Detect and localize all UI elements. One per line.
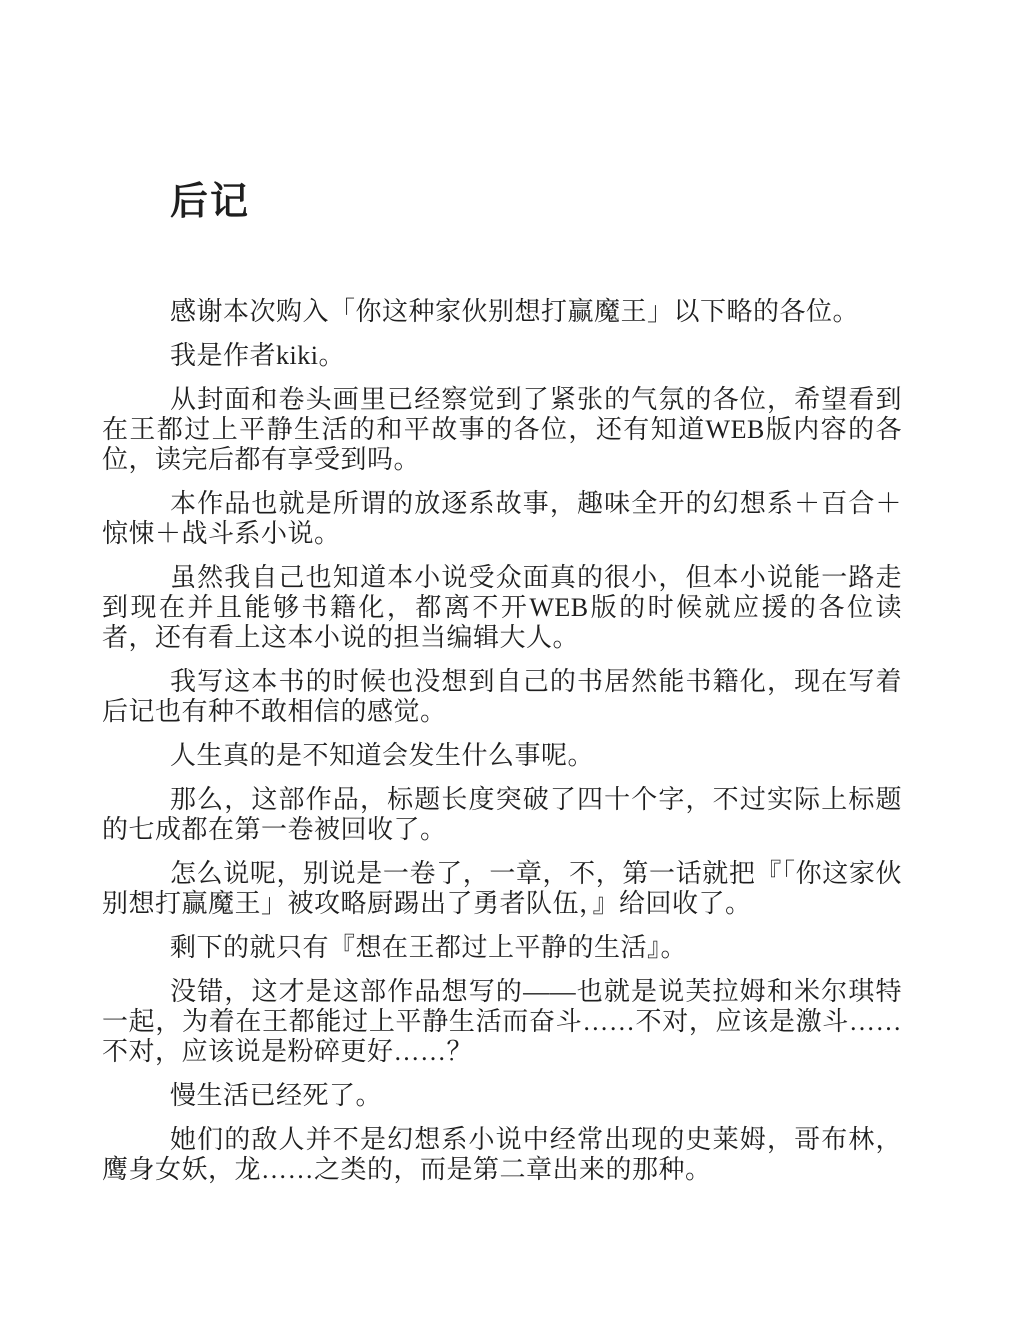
paragraph: 人生真的是不知道会发生什么事呢。 [170,741,595,770]
paragraph: 从封面和卷头画里已经察觉到了紧张的气氛的各位，希望看到在王都过上平静生活的和平故事的各位，还有知道WEB版内容的各位，读完后都有享受到吗。 [102,385,902,474]
afterword-body [102,297,902,1185]
paragraph: 剩下的就只有『想在王都过上平静的生活』。 [170,933,688,962]
paragraph: 她们的敌人并不是幻想系小说中经常出现的史莱姆，哥布林，鹰身女妖，龙……之类的，而是第二章出来的那种。 [102,1125,902,1184]
paragraph: 慢生活已经死了。 [170,1081,383,1110]
paragraph: 那么，这部作品，标题长度突破了四十个字，不过实际上标题的七成都在第一卷被回收了。 [102,785,902,844]
paragraph: 感谢本次购入「你这种家伙别想打赢魔王」以下略的各位。 [170,297,860,326]
paragraph: 我是作者kiki。 [170,341,345,370]
paragraph: 没错，这才是这部作品想写的——也就是说芙拉姆和米尔琪特一起，为着在王都能过上平静生活而奋斗……不对，应该是激斗……不对，应该说是粉碎更好……？ [102,977,902,1066]
page-title: 后记 [170,181,251,223]
paragraph: 虽然我自己也知道本小说受众面真的很小，但本小说能一路走到现在并且能够书籍化，都离不开WEB版的时候就应援的各位读者，还有看上这本小说的担当编辑大人。 [102,563,902,652]
paragraph: 怎么说呢，别说是一卷了，一章，不，第一话就把『「你这家伙别想打赢魔王」被攻略厨踢出了勇者队伍，』给回收了。 [102,859,902,918]
paragraph: 我写这本书的时候也没想到自己的书居然能书籍化，现在写着后记也有种不敢相信的感觉。 [102,667,902,726]
paragraph: 本作品也就是所谓的放逐系故事，趣味全开的幻想系＋百合＋惊悚＋战斗系小说。 [102,489,902,548]
